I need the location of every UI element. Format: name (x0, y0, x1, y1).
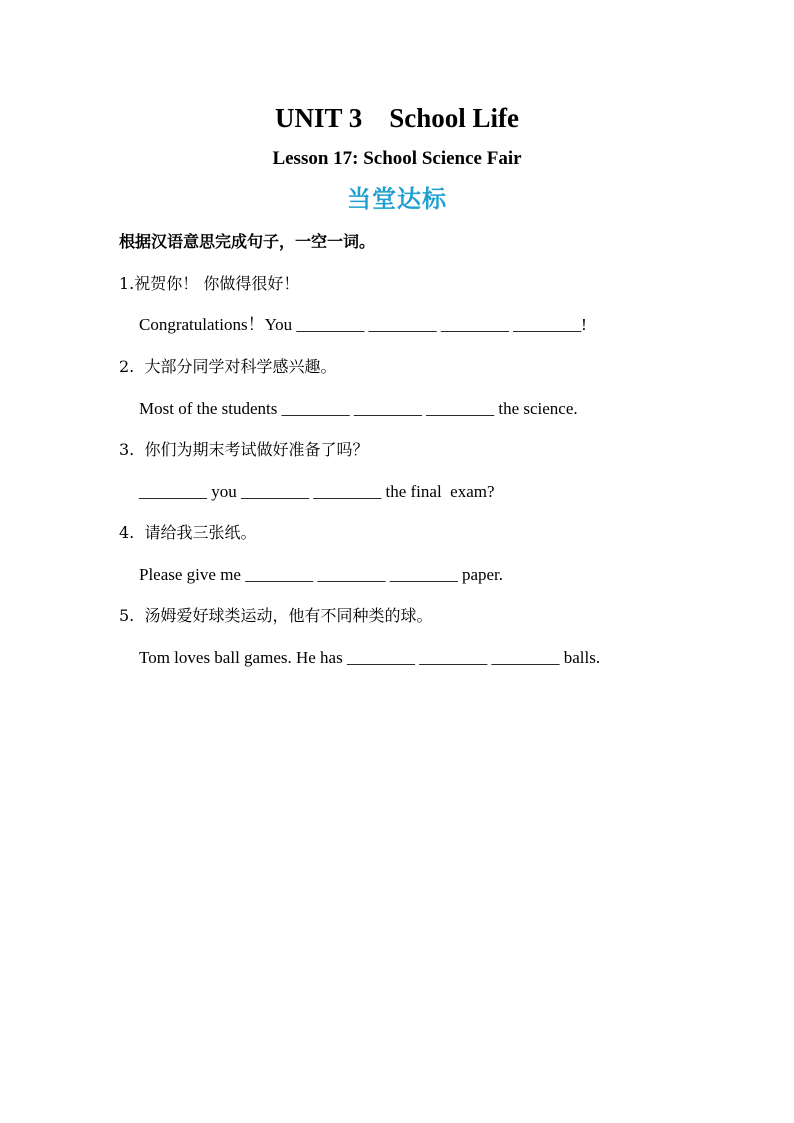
question-3-english: ________ you ________ ________ the final exam? (139, 482, 495, 501)
lesson-title: Lesson 17: School Science Fair (272, 148, 522, 169)
question-5-chinese: 5. 汤姆爱好球类运动，他有不同种类的球。 (119, 606, 433, 625)
question-1-english: Congratulations！You ________ ________ ________ ________! (139, 315, 587, 334)
question-2-chinese: 2. 大部分同学对科学感兴趣。 (119, 357, 337, 376)
section-heading: 当堂达标 (347, 185, 447, 213)
instruction-text: 根据汉语意思完成句子，一空一词。 (119, 232, 376, 251)
question-5-english: Tom loves ball games. He has ________ ________ ________ balls. (139, 648, 601, 667)
unit-title: UNIT 3 School Life (274, 103, 520, 133)
question-1-chinese: 1.祝贺你！ 你做得很好！ (119, 274, 300, 293)
question-4-english: Please give me ________ ________ ________ paper. (139, 565, 504, 584)
question-2-english: Most of the students ________ ________ ________ the science. (139, 399, 578, 418)
question-4-chinese: 4. 请给我三张纸。 (119, 523, 257, 542)
question-3-chinese: 3. 你们为期末考试做好准备了吗？ (119, 440, 369, 459)
